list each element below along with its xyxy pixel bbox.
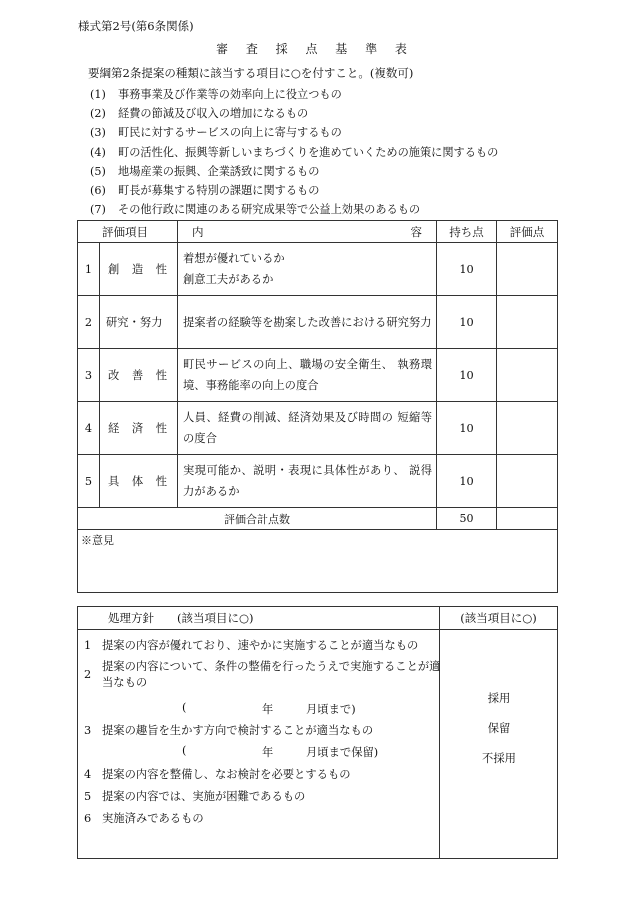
policy-header-right: (該当項目に○)	[440, 607, 558, 630]
table-row: 3 改善性 町民サービスの向上、職場の安全衛生、 執務環境、事務能率の向上の度合 10	[78, 349, 558, 402]
header-eval-item: 評価項目	[78, 221, 178, 243]
list-item[interactable]: (3) 町民に対するサービスの向上に寄与するもの	[90, 126, 342, 140]
score-cell[interactable]	[497, 349, 558, 402]
score-cell[interactable]	[497, 455, 558, 508]
opinion-field[interactable]: ※意見	[78, 530, 558, 593]
proposal-type-list	[90, 85, 498, 219]
policy-header: 処理方針 (該当項目に○)	[78, 607, 440, 630]
form-number: 様式第2号(第6条関係)	[78, 19, 194, 33]
header-points: 持ち点	[437, 221, 497, 243]
table-row: 2 研究・努力 提案者の経験等を勘案した改善における研究努力 10	[78, 296, 558, 349]
choice-reject[interactable]: 不採用	[482, 752, 516, 765]
choice-adopt[interactable]: 採用	[487, 692, 511, 705]
list-item[interactable]: (7) その他行政に関連のある研究成果等で公益上効果のあるもの	[90, 203, 421, 217]
policy-table	[77, 606, 558, 859]
list-item[interactable]: (6) 町長が募集する特別の課題に関するもの	[90, 183, 320, 197]
score-cell[interactable]	[497, 402, 558, 455]
header-content: 内 容	[178, 221, 437, 243]
date-range-2: ( 年 月頃まで保留)	[182, 744, 379, 759]
total-score-cell[interactable]	[497, 508, 558, 530]
list-item[interactable]: (2) 経費の節減及び収入の増加になるもの	[90, 107, 309, 121]
list-item[interactable]: (1) 事務事業及び作業等の効率向上に役立つもの	[90, 88, 342, 101]
table-row: 4 経済性 人員、経費の削減、経済効果及び時間の 短縮等の度合 10	[78, 402, 558, 455]
list-item[interactable]: (4) 町の活性化、振興等新しいまちづくりを進めていくための施策に関するもの	[90, 145, 499, 159]
score-cell[interactable]	[497, 243, 558, 296]
header-score: 評価点	[497, 221, 558, 243]
page-title: 審 査 採 点 基 準 表	[216, 42, 414, 56]
evaluation-table	[77, 220, 558, 593]
table-row: 5 具体性 実現可能か、説明・表現に具体性があり、 説得力があるか 10	[78, 455, 558, 508]
date-range-1: ( 年 月頃まで)	[182, 701, 356, 716]
list-item[interactable]: (5) 地場産業の振興、企業誘致に関するもの	[90, 164, 320, 178]
decision-options	[440, 630, 558, 859]
score-cell[interactable]	[497, 296, 558, 349]
policy-options: 1 提案の内容が優れており、速やかに実施することが適当なもの 2 提案の内容について、条件の整備を行ったうえで実施することが適当なもの ( 年 月頃まで) 3 提案の趣旨を生かす方向で検討することが適当なもの ( 年 月頃まで保留) 4 提案の内容を整備し、なお検討を必要とするもの 5 提案の内容では、実施が困難であるもの 6 実施済みであるもの	[78, 630, 440, 859]
total-label: 評価合計点数	[78, 508, 437, 530]
choice-hold[interactable]: 保留	[487, 722, 511, 735]
instructions: 要綱第2条提案の種類に該当する項目に○を付すこと。(複数可)	[88, 66, 414, 80]
total-points: 50	[437, 508, 497, 530]
table-row: 1 創造性 着想が優れているか 創意工夫があるか 10	[78, 243, 558, 296]
